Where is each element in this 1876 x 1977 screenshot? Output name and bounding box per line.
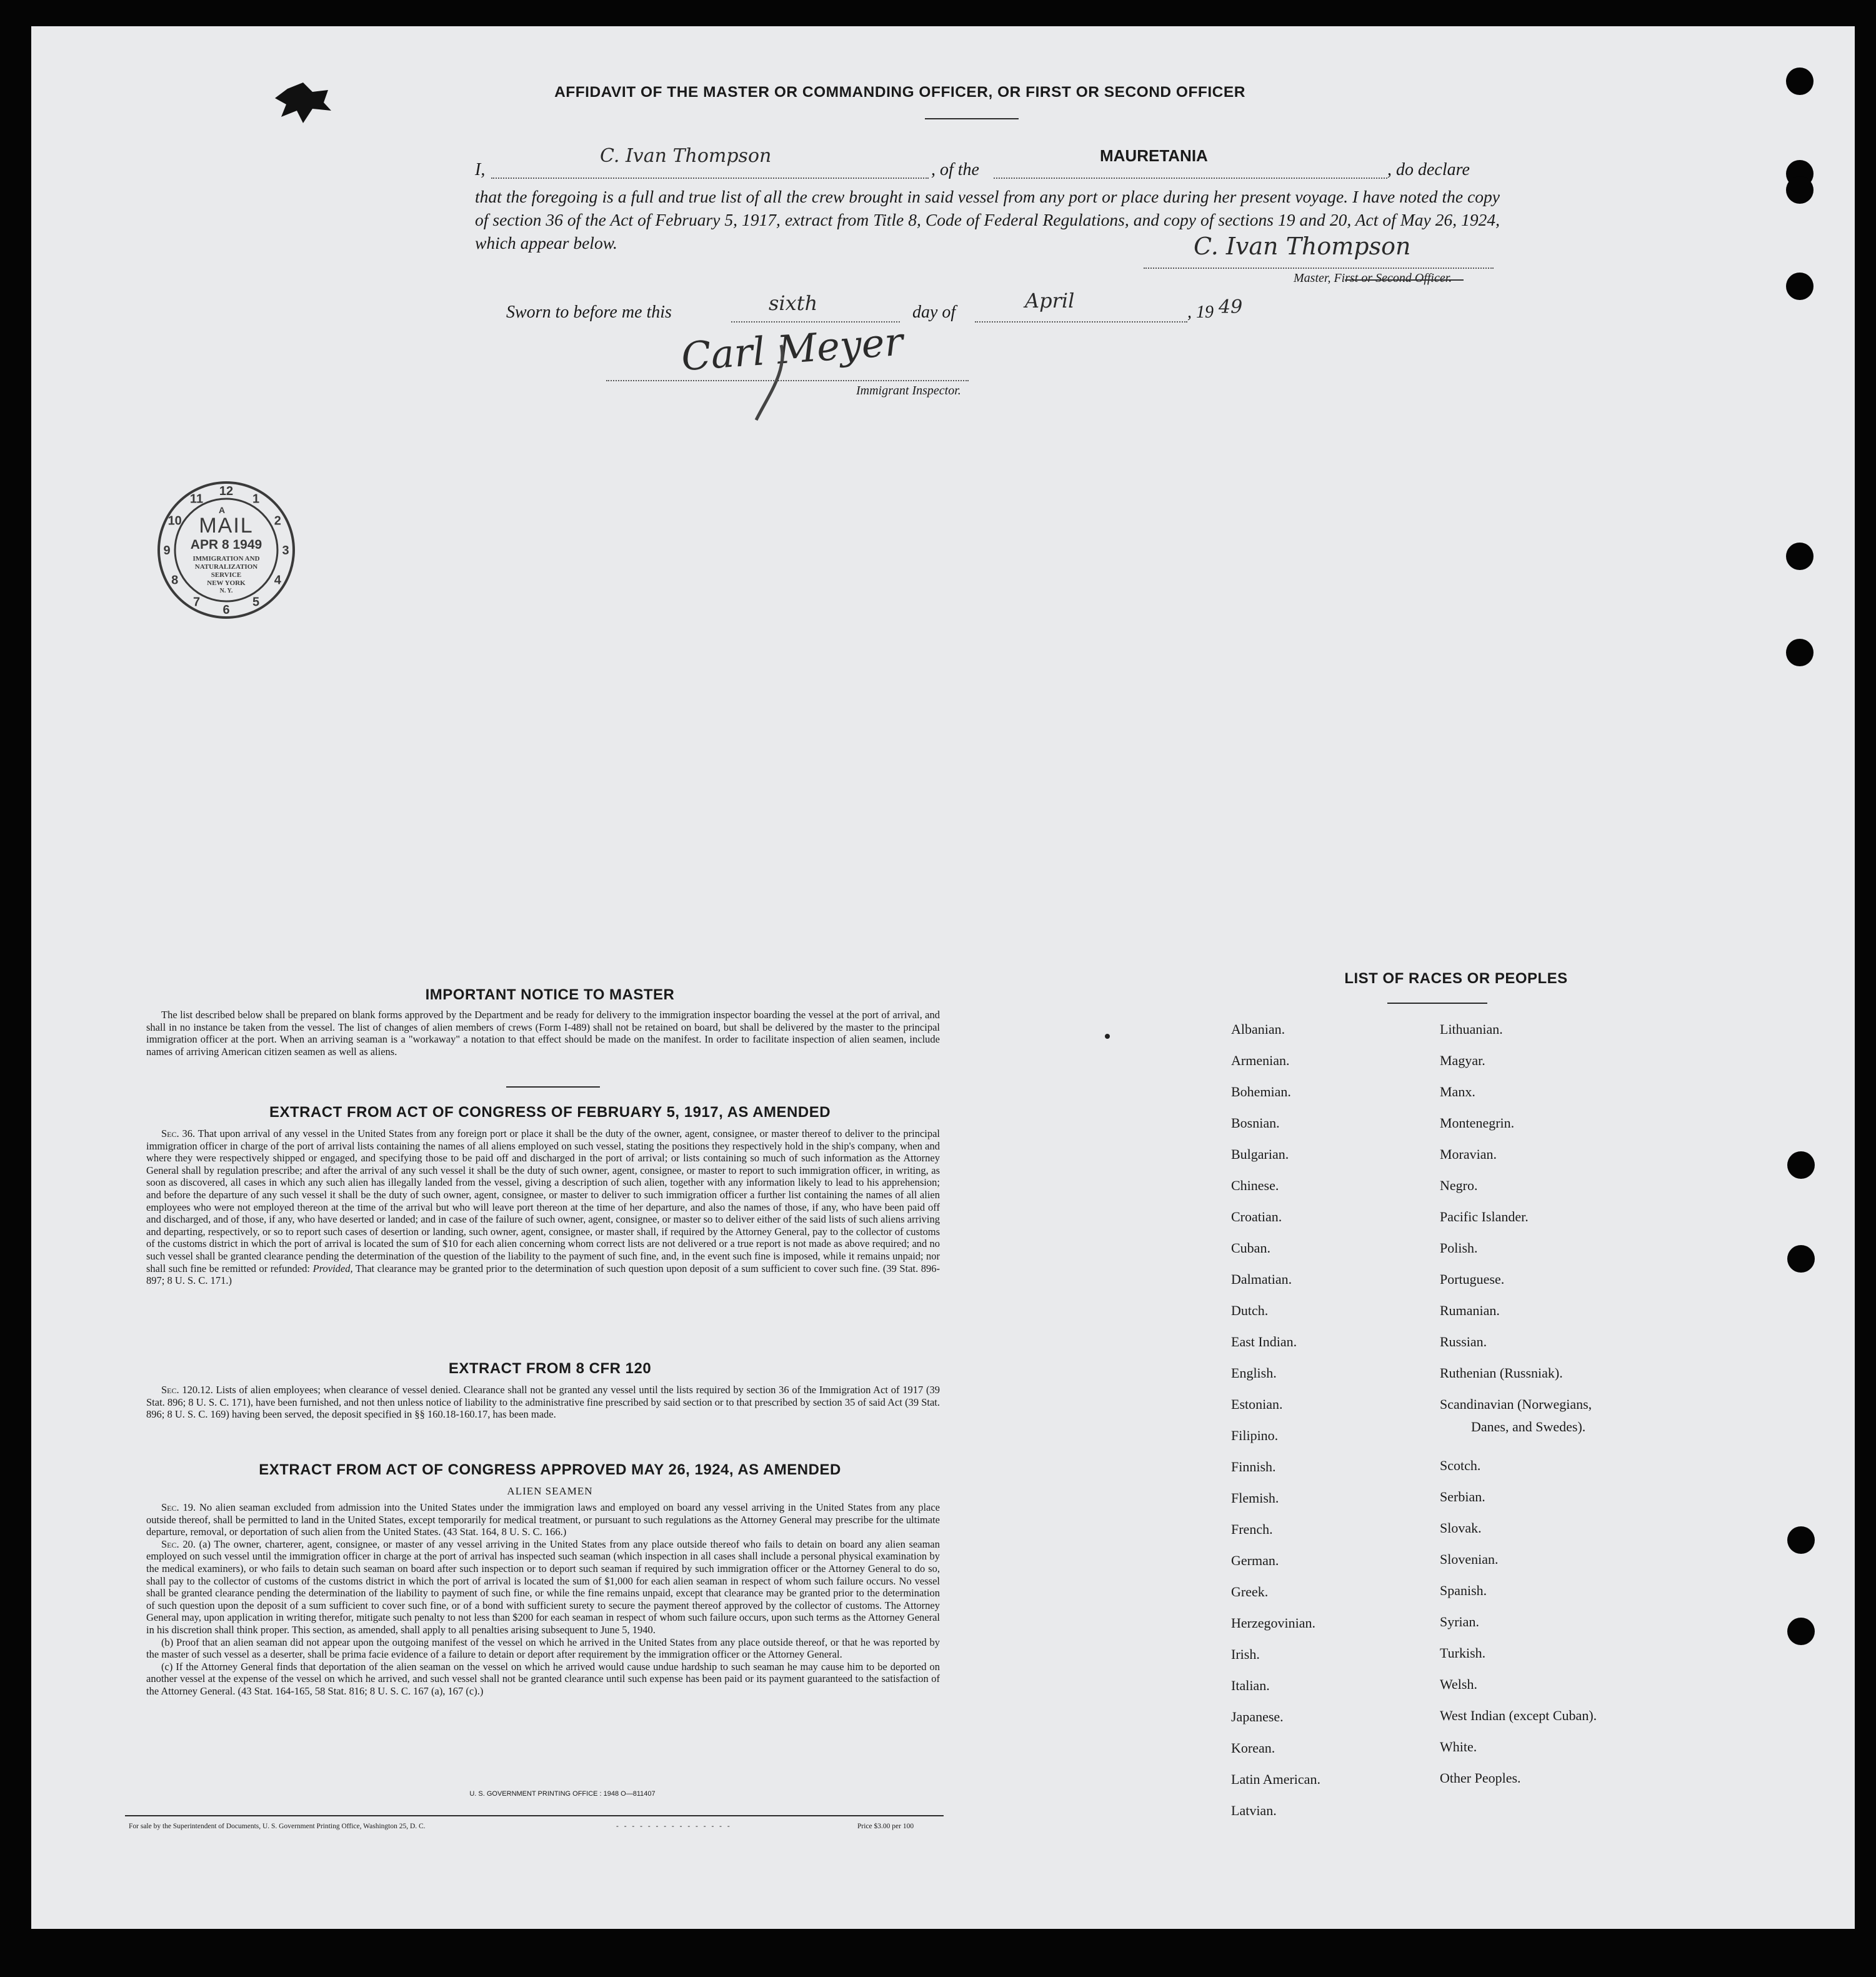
sworn-month-field bbox=[975, 321, 1187, 323]
race-left-item: Finnish. bbox=[1231, 1459, 1276, 1474]
inspector-block bbox=[606, 318, 1012, 433]
sec20b-paragraph: (b) Proof that an alien seaman did not appear upon the outgoing manifest of the vessel on which he arrived in the United States from any place outside thereof, or that he was reported by the master of such vessel as a deserter, shall be prima facie evidence of a failure to detain or deport after requirement by the immigration officer or the Attorney General. bbox=[146, 1636, 940, 1661]
sec20-label: Sec. 20. bbox=[161, 1538, 196, 1550]
race-left-item: Albanian. bbox=[1231, 1021, 1285, 1037]
race-left-item: Herzegovinian. bbox=[1231, 1615, 1315, 1631]
inspector-line bbox=[606, 380, 969, 381]
race-right-item: Welsh. bbox=[1440, 1676, 1477, 1692]
races-title: LIST OF RACES OR PEOPLES bbox=[1344, 970, 1568, 987]
race-right-item: Scandinavian (Norwegians, bbox=[1440, 1396, 1592, 1412]
act1924-subtitle: ALIEN SEAMEN bbox=[507, 1485, 593, 1497]
race-left-item: Estonian. bbox=[1231, 1396, 1283, 1412]
day-of-label: day of bbox=[912, 303, 956, 322]
stamp-hour: 8 bbox=[171, 573, 179, 588]
signature-line bbox=[1144, 268, 1494, 269]
footer bbox=[129, 1823, 941, 1835]
stamp-hour: 3 bbox=[282, 544, 289, 558]
stamp-hour: 1 bbox=[252, 492, 260, 506]
sworn-month: April bbox=[1025, 289, 1075, 313]
races-right-column bbox=[1440, 1021, 1702, 1801]
race-left-item: Armenian. bbox=[1231, 1053, 1290, 1068]
stamp-date: APR 8 1949 bbox=[190, 538, 262, 552]
gpo-imprint: U. S. GOVERNMENT PRINTING OFFICE : 1948 O—811407 bbox=[469, 1790, 656, 1798]
race-right-item: Syrian. bbox=[1440, 1614, 1479, 1629]
form-page bbox=[31, 26, 1855, 1929]
punch-hole bbox=[1786, 639, 1814, 666]
race-right-item: White. bbox=[1440, 1739, 1477, 1754]
sworn-day: sixth bbox=[769, 291, 818, 315]
race-right-item: Magyar. bbox=[1440, 1053, 1485, 1068]
act1917-title: EXTRACT FROM ACT OF CONGRESS OF FEBRUARY 5, 1917, AS AMENDED bbox=[269, 1104, 831, 1121]
race-left-item: Japanese. bbox=[1231, 1709, 1284, 1724]
stamp-line3: SERVICE bbox=[211, 571, 242, 579]
sec19-text: No alien seaman excluded from admission into the United States under the immigration laws and employed on board any vessel arriving in the United States from any place outside thereof, shall be permitted to land in the United States, except temporarily for medical treatment, or pursuant to such regulations as the Attorney General may prescribe for the ultimate departure, removal, or deportation of such alien from the United States. (43 Stat. 164, 8 U. S. C. 166.) bbox=[146, 1501, 940, 1538]
affidavit-body: that the foregoing is a full and true list of all the crew brought in said vessel from any port or place during her present voyage. I have noted the copy of section 36 of the Act of February 5, 1917, extract from Title 8, Code of Federal Regulations, and copy of sections 19 and 20, Act of May 26, 1924, which appear below. bbox=[475, 187, 1500, 253]
footer-price: Price $3.00 per 100 bbox=[857, 1823, 914, 1830]
race-right-item: Montenegrin. bbox=[1440, 1115, 1515, 1131]
master-name-field bbox=[491, 178, 929, 179]
cfr-sec-text: Lists of alien employees; when clearance of vessel denied. Clearance shall not be granted any vessel until the lists required by section 36 of the Immigration Act of 1917 (39 Stat. 896; 8 U. S. C. 171), have been furnished, and not then unless notice of liability to the administrative fine prescribed by said section or to that prescribed by section 35 of said Act (39 Stat. 896; 8 U. S. C. 169) having been served, the deposit specified in §§ 160.18-160.17, has been made. bbox=[146, 1384, 940, 1421]
sec20a-text: (a) The owner, charterer, agent, consignee, or master of any vessel arriving in the United States from any place outside thereof who fails to detain on board any alien seaman employed on such vessel until the immigration officer in charge at the port of arrival has inspected such seaman (which inspection in all cases shall include a personal physical examination by the medical examiners), or who fails to detain such seaman on board after such inspection or to deport such seaman if required by such immigration officer or the Attorney General to do so, shall pay to the collector of customs of the customs district in which the port of arrival is located the sum of $1,000 for each alien seaman in respect of whom such failure occurs. No vessel shall be granted clearance pending the determination of the liability to payment of such fine, or while the fine remains unpaid, except that clearance may be granted prior to the determination of such question upon the deposit of a sum sufficient to cover such fine, or of a bond with sufficient surety to secure the payment thereof approved by the collector of customs. The Attorney General may, upon application in writing therefor, mitigate such penalty to not less than $200 for each seaman in respect of whom such failure occurs, upon such terms as the Attorney General in his discretion shall think proper. This section, as amended, shall apply to all penalties arising subsequent to June 5, 1940. bbox=[146, 1538, 940, 1636]
punch-hole bbox=[1787, 1245, 1815, 1273]
stamp-word: MAIL bbox=[199, 514, 254, 538]
race-left-item: Chinese. bbox=[1231, 1178, 1279, 1193]
sec19-paragraph bbox=[146, 1501, 940, 1538]
act1924-title: EXTRACT FROM ACT OF CONGRESS APPROVED MAY 26, 1924, AS AMENDED bbox=[259, 1461, 841, 1478]
affidavit-title: AFFIDAVIT OF THE MASTER OR COMMANDING OFFICER, OR FIRST OR SECOND OFFICER bbox=[554, 84, 1245, 101]
stamp-line2: NATURALIZATION bbox=[194, 563, 258, 571]
race-right-item: Serbian. bbox=[1440, 1489, 1485, 1504]
stamp-hour: 9 bbox=[163, 544, 171, 558]
stamp-hour: 5 bbox=[252, 595, 260, 609]
punch-hole bbox=[1786, 273, 1814, 300]
race-right-item: Manx. bbox=[1440, 1084, 1475, 1099]
year-suffix: 49 bbox=[1219, 296, 1243, 318]
sworn-label: Sworn to before me this bbox=[506, 303, 672, 322]
punch-hole bbox=[1787, 1151, 1815, 1179]
sec36-label: Sec. 36. bbox=[161, 1128, 196, 1139]
stamp-line4: NEW YORK bbox=[207, 579, 246, 587]
stamp-line1: IMMIGRATION AND bbox=[192, 555, 260, 563]
race-left-item: Bulgarian. bbox=[1231, 1146, 1289, 1162]
race-left-item: Bohemian. bbox=[1231, 1084, 1291, 1099]
sec36-text: That upon arrival of any vessel in the United States from any foreign port or place it shall be the duty of the owner, agent, consignee, or master thereof to deliver to the principal immigration officer in charge of the port of arrival lists containing the names of all aliens employed on such vessel, stating the positions they respectively hold in the ship's company, when and where they were respectively shipped or engaged, and specifying those to be paid off and discharged in the port of arrival; or lists containing so much of such information as the Attorney General shall by regulation prescribe; and after the arrival of any such vessel it shall be the duty of such owner, agent, consignee, or master to report to such immigration officer, in writing, as soon as discovered, all cases in which any such alien has illegally landed from the vessel, giving a description of such alien, together with any information likely to lead to his apprehension; and before the departure of any such vessel it shall be the duty of such owner, agent, consignee, or master to deliver to such immigration officer a further list containing the names of all alien employees who were not employed thereon at the time of the arrival but who will leave port thereon at the time of her departure, and also the names of those, if any, who have been paid off and discharged, and of those, if any, who have deserted or landed; and in case of the failure of such owner, agent, consignee, or master so to deliver either of the said lists of such aliens arriving and departing, respectively, or so to report such cases of desertion or landing, such owner, agent, consignee, or master shall, if required by the Attorney General, pay to the collector of customs of the customs district in which the port of arrival is located the sum of $10 for each alien concerning whom correct lists are not delivered or a true report is not made as above required; and no such vessel shall be granted clearance pending the determination of the question of the liability to the payment of such fine, and, in the event such fine is imposed, while it remains unpaid; nor shall such fine be remitted or refunded: bbox=[146, 1128, 940, 1274]
sec36-paragraph bbox=[146, 1128, 940, 1287]
race-left-item: Latin American. bbox=[1231, 1771, 1320, 1787]
signature-caption: Master, First or Second Officer. bbox=[1294, 271, 1452, 285]
race-right-item: Russian. bbox=[1440, 1334, 1487, 1349]
notice-text bbox=[146, 1009, 940, 1058]
race-right-item: Ruthenian (Russniak). bbox=[1440, 1365, 1563, 1381]
mail-received-stamp bbox=[156, 480, 296, 620]
race-right-item: Turkish. bbox=[1440, 1645, 1486, 1661]
do-declare-label: , do declare bbox=[1387, 160, 1470, 179]
cfr-title: EXTRACT FROM 8 CFR 120 bbox=[448, 1360, 652, 1377]
i-label: I, bbox=[475, 160, 486, 179]
stamp-hour: 6 bbox=[222, 603, 230, 617]
punch-hole bbox=[1786, 176, 1814, 204]
race-left-item: Dalmatian. bbox=[1231, 1271, 1292, 1287]
strike-line bbox=[1345, 279, 1464, 281]
race-right-item: Spanish. bbox=[1440, 1583, 1487, 1598]
act1917-text bbox=[146, 1128, 940, 1287]
stamp-hour: 4 bbox=[274, 573, 281, 588]
inspector-caption: Immigrant Inspector. bbox=[856, 384, 961, 398]
race-right-item: Other Peoples. bbox=[1440, 1770, 1521, 1786]
divider bbox=[506, 1086, 600, 1088]
race-left-item: Bosnian. bbox=[1231, 1115, 1280, 1131]
punch-hole bbox=[1786, 543, 1814, 570]
sec20c-paragraph: (c) If the Attorney General finds that deportation of the alien seaman on the vessel on which he arrived would cause undue hardship to such seaman he may cause him to be deported on another vessel at the expense of the vessel on which he arrived, and such vessel shall not be granted clearance until such expense has been paid or its payment guaranteed to the satisfaction of the Attorney General. (43 Stat. 164-165, 58 Stat. 816; 8 U. S. C. 167 (a), 167 (c).) bbox=[146, 1660, 940, 1697]
race-right-item: Polish. bbox=[1440, 1240, 1478, 1256]
race-right-item: Slovak. bbox=[1440, 1520, 1482, 1536]
ink-blot bbox=[269, 76, 337, 133]
race-left-item: French. bbox=[1231, 1521, 1273, 1537]
notice-title: IMPORTANT NOTICE TO MASTER bbox=[425, 986, 675, 1003]
master-signature: C. Ivan Thompson bbox=[1194, 233, 1411, 260]
stamp-hour: 10 bbox=[167, 514, 182, 528]
race-left-item: Croatian. bbox=[1231, 1209, 1282, 1224]
punch-hole bbox=[1787, 1618, 1815, 1645]
race-right-item: Slovenian. bbox=[1440, 1551, 1499, 1567]
race-left-item: English. bbox=[1231, 1365, 1277, 1381]
cfr-text bbox=[146, 1384, 940, 1421]
race-right-item: Lithuanian. bbox=[1440, 1021, 1503, 1037]
stamp-hour: 7 bbox=[192, 595, 201, 609]
race-left-item: Flemish. bbox=[1231, 1490, 1279, 1506]
stamp-line5: N. Y. bbox=[219, 588, 233, 594]
sec36-text-end: That clearance may be granted prior to the determination of such question upon deposit of a sum sufficient to cover such fine. (39 Stat. 896-897; 8 U. S. C. 171.) bbox=[146, 1262, 940, 1287]
races-left-column bbox=[1231, 1021, 1419, 1834]
master-name-handwritten: C. Ivan Thompson bbox=[600, 145, 772, 167]
inspector-signature: Carl Meyer bbox=[679, 318, 905, 380]
footer-rule bbox=[125, 1815, 944, 1816]
provided-word: Provided, bbox=[312, 1262, 353, 1274]
year-prefix: , 19 bbox=[1187, 303, 1214, 322]
race-left-item: Italian. bbox=[1231, 1678, 1270, 1693]
race-right-item: Portuguese. bbox=[1440, 1271, 1505, 1287]
race-left-item: Filipino. bbox=[1231, 1428, 1279, 1443]
of-the-label: , of the bbox=[931, 160, 979, 179]
cfr-paragraph bbox=[146, 1384, 940, 1421]
race-right-item: Moravian. bbox=[1440, 1146, 1497, 1162]
race-right-item: Pacific Islander. bbox=[1440, 1209, 1529, 1224]
race-left-item: East Indian. bbox=[1231, 1334, 1297, 1349]
stamp-hour: 11 bbox=[189, 492, 204, 506]
race-left-item: Dutch. bbox=[1231, 1303, 1269, 1318]
race-left-item: Korean. bbox=[1231, 1740, 1275, 1756]
race-left-item: Latvian. bbox=[1231, 1803, 1277, 1818]
race-right-item: Rumanian. bbox=[1440, 1303, 1500, 1318]
sec20a-paragraph bbox=[146, 1538, 940, 1636]
footer-dashes: - - - - - - - - - - - - - - - bbox=[616, 1823, 732, 1830]
vessel-name: MAURETANIA bbox=[1100, 146, 1208, 165]
declaration-line bbox=[475, 145, 1506, 181]
sec19-label: Sec. 19. bbox=[161, 1501, 196, 1513]
punch-hole bbox=[1786, 68, 1814, 95]
divider bbox=[925, 118, 1019, 119]
race-right-item: Negro. bbox=[1440, 1178, 1478, 1193]
sworn-line bbox=[506, 289, 1319, 326]
punch-hole bbox=[1787, 1526, 1815, 1554]
vessel-name-field bbox=[994, 178, 1387, 179]
footer-sale: For sale by the Superintendent of Documents, U. S. Government Printing Office, Washington 25, D. C. bbox=[129, 1823, 426, 1830]
stamp-hour: 2 bbox=[274, 514, 281, 528]
notice-paragraph: The list described below shall be prepared on blank forms approved by the Department and be ready for delivery to the immigration inspector boarding the vessel at the port of arrival, and shall in no instance be taken from the vessel. The list of changes of alien members of crews (Form I-489) shall not be retained on board, but shall be delivered by the master to the principal immigration officer at the port. When an arriving seaman is a "workaway" a notation to that effect should be made on the manifest. In order to facilitate inspection of alien seamen, include names of arriving American citizen seamen as well as aliens. bbox=[146, 1009, 940, 1058]
stray-mark bbox=[1105, 1034, 1110, 1039]
divider bbox=[1387, 1003, 1487, 1004]
race-left-item: Irish. bbox=[1231, 1646, 1260, 1662]
race-left-item: German. bbox=[1231, 1553, 1279, 1568]
race-right-item: Scotch. bbox=[1440, 1458, 1481, 1473]
race-right-item: West Indian (except Cuban). bbox=[1440, 1708, 1597, 1723]
race-right-item: Danes, and Swedes). bbox=[1471, 1419, 1586, 1434]
stamp-hour: 12 bbox=[219, 484, 234, 498]
cfr-sec-label: Sec. 120.12. bbox=[161, 1384, 213, 1396]
race-left-item: Greek. bbox=[1231, 1584, 1269, 1599]
race-left-item: Cuban. bbox=[1231, 1240, 1270, 1256]
stamp-am: A bbox=[219, 505, 226, 515]
inspector-flourish bbox=[744, 339, 819, 426]
act1924-text bbox=[146, 1501, 940, 1698]
